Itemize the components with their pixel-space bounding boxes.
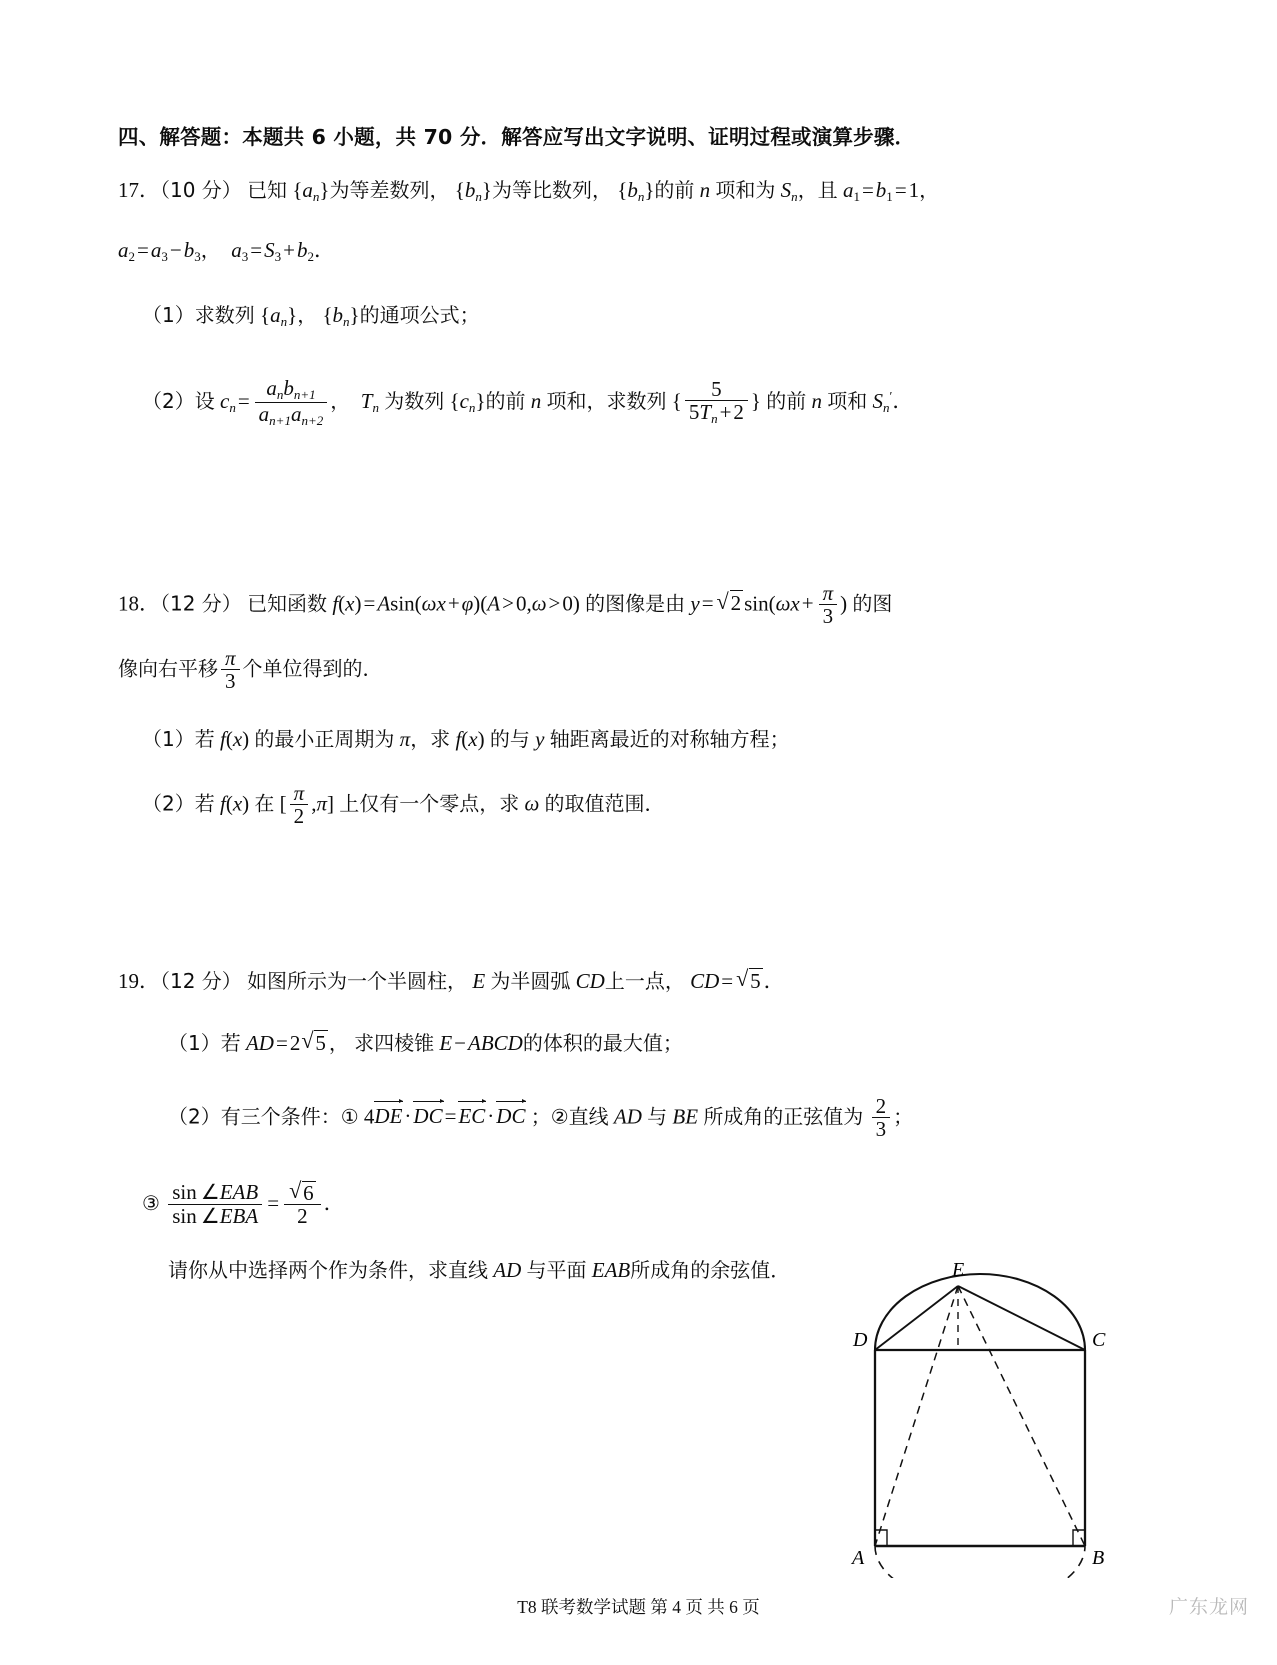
- q17-p1-tail: 的通项公式；: [359, 303, 480, 327]
- footer-text: T8 联考数学试题 第 4 页 共 6 页: [517, 1597, 760, 1617]
- question-18-number: 18: [118, 591, 139, 616]
- q18-p1-e: 轴距离最近的对称轴方程；: [549, 727, 790, 751]
- q18-p2-c: 上仅有一个零点，求: [339, 791, 520, 816]
- q17-stem-b: 为等差数列，: [329, 178, 450, 202]
- q17-p2-m1: ，: [330, 388, 351, 413]
- q18-p2-b: 在: [254, 791, 275, 816]
- q18-p1-a: （1）若: [142, 727, 215, 751]
- figure-label-E: E: [952, 1259, 965, 1281]
- q17-stem-a: 已知: [247, 178, 288, 202]
- q19-p2-d: 所成角的正弦值为: [703, 1104, 864, 1129]
- q19-final-c: 所成角的余弦值．: [630, 1258, 791, 1282]
- question-18-stem-line2: 像向右平移 $\frac{\pi}{3}$ 个单位得到的．: [118, 645, 383, 693]
- page-footer: [0, 1594, 1277, 1619]
- q18-p1-c: ，求: [410, 727, 451, 751]
- fraction-five-over-5Tn2: $\frac{5}{5T_n+2}$: [685, 378, 748, 426]
- q17-p2-m3: 的前: [485, 388, 526, 413]
- figure-label-A: A: [852, 1547, 865, 1569]
- vector-DE: DE: [374, 1104, 403, 1129]
- q18-p1-b: 的最小正周期为: [254, 727, 395, 751]
- edge-DE: [875, 1286, 958, 1350]
- q19-p2-b: ；②直线: [530, 1104, 609, 1129]
- q18-stem-mid: 的图像是由: [585, 591, 686, 616]
- q17-p1-mid: ，: [297, 303, 318, 327]
- q18-p2-d: 的取值范围．: [544, 791, 665, 816]
- q19-p2-a: （2）有三个条件：①: [168, 1104, 359, 1129]
- q17-p2-m4: 项和，求数列: [546, 388, 667, 413]
- question-17-part-1: （1）求数列 $\{a_n\}$， $\{b_n\}$的通项公式；: [142, 303, 480, 329]
- q18-stem-lead: 已知函数: [247, 591, 328, 616]
- fraction-cn: $\frac{a_nb_{n+1}}{a_{n+1}a_{n+2}}$: [255, 377, 328, 427]
- fraction-pi-over-3: $\frac{\pi}{3}$: [819, 582, 838, 627]
- q19-p1-a: （1）若: [168, 1031, 241, 1055]
- question-18-part-2: （2）若 f(x) 在 [ $\frac{\pi}{2}$ ,π] 上仅有一个零点，求 ω 的取值范围．: [142, 780, 665, 828]
- q19-stem-b: 为半圆弧: [490, 969, 571, 993]
- fraction-sin-ratio: $\frac{\text{sin ∠EAB}}{\text{sin ∠EBA}}$: [168, 1181, 262, 1226]
- question-17-stem-line1: 17．（10 分） 已知 $\{a_n\}$为等差数列， $\{b_n\}$为等比数列， $\{b_n\}$的前 n 项和为 $S_n$，且 a1=b1=1，: [118, 178, 940, 204]
- sqrt-6: √ 6: [289, 1181, 316, 1204]
- q19-stem-c: 上一点，: [604, 969, 685, 993]
- q18-p1-d: 的与: [489, 727, 530, 751]
- q17-p2-m6: 项和: [827, 388, 868, 413]
- vector-EC: EC: [458, 1104, 486, 1129]
- question-18-points: （12 分）: [160, 591, 242, 616]
- question-19-condition-3: ③ $\frac{\text{sin ∠EAB}}{\text{sin ∠EBA}}$ = √ $\frac{6}{2}$ ．: [142, 1182, 345, 1228]
- q17-stem-d: 的前: [654, 178, 695, 202]
- question-19-number: 19: [118, 969, 139, 993]
- question-19-points: （12 分）: [160, 969, 242, 993]
- figure-label-C: C: [1092, 1329, 1106, 1351]
- half-cylinder-svg: [840, 1258, 1140, 1578]
- question-17-points: （10 分）: [160, 178, 242, 202]
- edge-EA: [875, 1286, 958, 1546]
- question-19-part-2: （2）有三个条件：① 4DE·DC=EC·DC ；②直线 AD 与 BE 所成角的正弦值为 $\frac{2}{3}$ ；: [168, 1093, 914, 1141]
- q17-p2-m5: 的前: [766, 388, 807, 413]
- question-18-part-1: （1）若 f(x) 的最小正周期为 π，求 f(x) 的与 y 轴距离最近的对称轴方程；: [142, 727, 790, 751]
- q19-stem-a: 如图所示为一个半圆柱，: [247, 969, 468, 993]
- sqrt-5-b: √ 5: [301, 1030, 328, 1055]
- figure-label-B: B: [1092, 1547, 1105, 1569]
- q17-stem-c: 为等比数列，: [491, 178, 612, 202]
- q19-final-a: 请你从中选择两个作为条件，求直线: [168, 1258, 488, 1282]
- q17-stem-f: ，且: [797, 178, 838, 202]
- edge-EB: [958, 1286, 1085, 1546]
- fraction-pi-over-3-shift: $\frac{\pi}{3}$: [221, 647, 240, 692]
- fraction-pi-over-2: $\frac{\pi}{2}$: [290, 782, 309, 827]
- question-19-stem-line1: 19．（12 分） 如图所示为一个半圆柱， E 为半圆弧 CD上一点， CD= √ 5 ．: [118, 968, 785, 993]
- sqrt-2: √ 2: [717, 590, 744, 615]
- q19-p2-e: ；: [893, 1104, 914, 1129]
- q17-p2-lead: （2）设: [142, 388, 215, 413]
- q17-p1-lead: （1）求数列: [142, 303, 255, 327]
- q19-p1-c: 的体积的最大值；: [522, 1031, 683, 1055]
- question-19-part-1: （1）若 AD=2 √ 5 ， 求四棱锥 E−ABCD的体积的最大值；: [168, 1030, 683, 1055]
- sqrt-5: √ 5: [736, 968, 763, 993]
- question-17-stem-line2: a2=a3−b3， a3=S3+b2．: [118, 238, 335, 264]
- q17-p2-m2: 为数列: [384, 388, 445, 413]
- question-17-number: 17: [118, 178, 139, 202]
- question-18-stem-line1: 18．（12 分） 已知函数 f(x)=Asin(ωx+φ)(A>0,ω>0) 的图像是由 y= √ 2 sin(ωx+ $\frac{\pi}{3}$ ) 的图: [118, 583, 892, 628]
- q17-stem-e: 项和为: [715, 178, 776, 202]
- edge-EC: [958, 1286, 1085, 1350]
- question-17-part-2: （2）设 $c_n=$ $\frac{a_nb_{n+1}}{a_{n+1}a_{n+2}}$ ， $T_n$ 为数列 $\{c_n\}$的前 n 项和，求数列 { $\frac{5}{5T_n+2}$ } 的前 n 项和 $S_n'$．: [142, 375, 914, 428]
- fraction-sqrt6-over-2: √ $\frac{6}{2}$: [284, 1181, 321, 1227]
- question-19-final-instruction: 请你从中选择两个作为条件，求直线 AD 与平面 EAB所成角的余弦值．: [168, 1258, 791, 1282]
- vector-DC-2: DC: [496, 1104, 526, 1129]
- arc-DC: [875, 1274, 1085, 1350]
- q19-p2-c: 与: [647, 1104, 668, 1129]
- watermark: 广东龙网: [1168, 1596, 1249, 1618]
- right-angle-A: [875, 1530, 887, 1546]
- arc-AB-hidden: [875, 1546, 1085, 1578]
- figure-label-D: D: [853, 1329, 868, 1351]
- half-cylinder-figure: [840, 1258, 1140, 1583]
- fraction-two-thirds: $\frac{2}{3}$: [872, 1095, 891, 1140]
- vector-DC: DC: [413, 1104, 443, 1129]
- section-heading-text: 四、解答题：本题共 6 小题，共 70 分．解答应写出文字说明、证明过程或演算步骤．: [118, 125, 916, 149]
- section-heading: [118, 120, 915, 150]
- q19-final-b: 与平面: [526, 1258, 587, 1282]
- q19-cond3-lead: ③: [142, 1190, 160, 1215]
- q18-p2-a: （2）若: [142, 791, 215, 816]
